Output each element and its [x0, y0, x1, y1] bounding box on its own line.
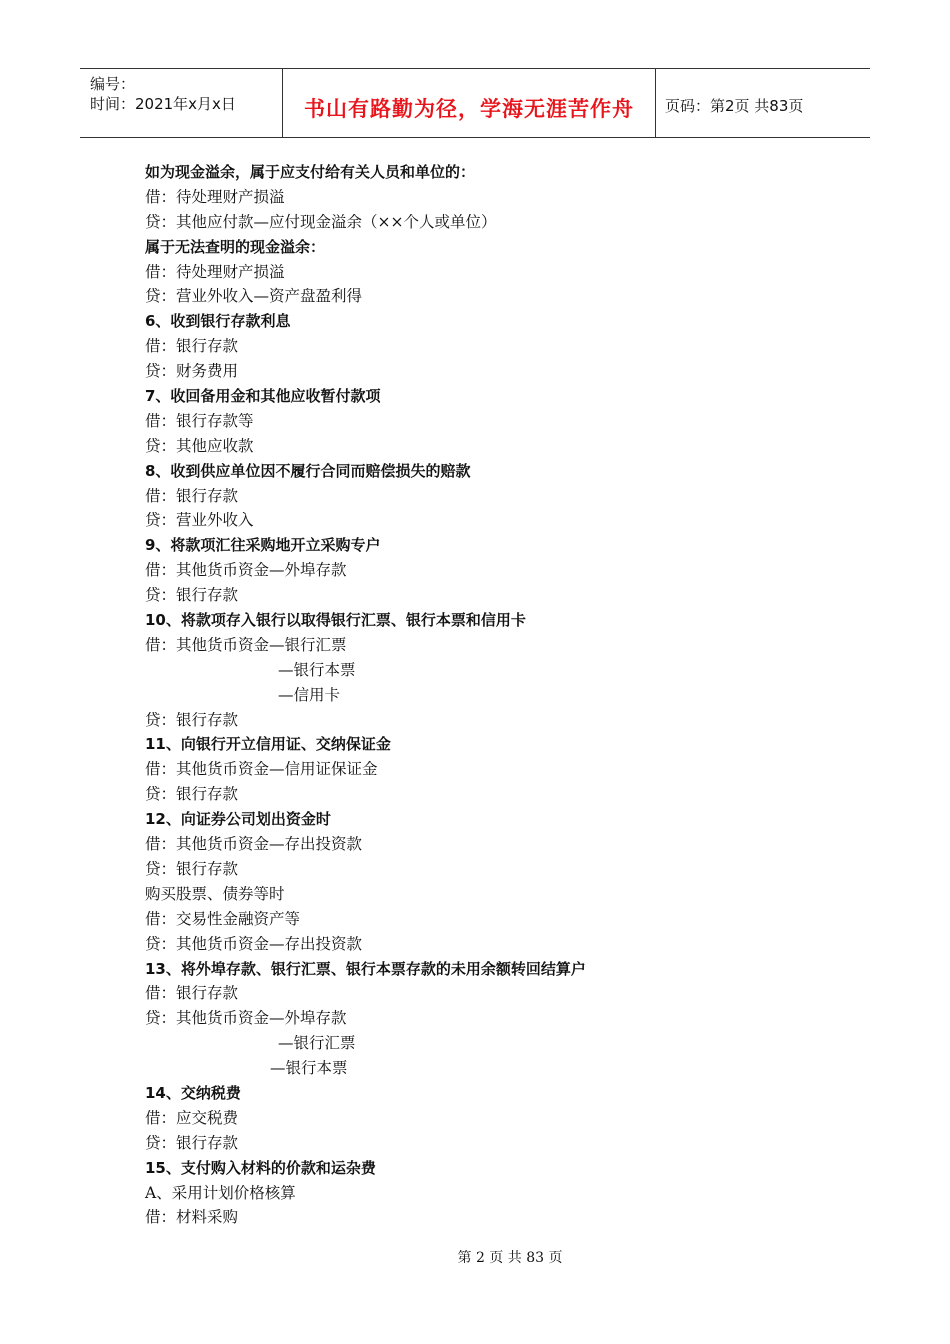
section-heading: 11、向银行开立信用证、交纳保证金	[145, 735, 391, 754]
header-page-cell	[655, 69, 870, 137]
entry-line: 贷：其他应收款	[145, 436, 254, 455]
page-header	[80, 68, 870, 138]
document-number-label: 编号：	[90, 75, 136, 93]
document-body	[145, 160, 845, 1230]
entry-line: 借：银行存款等	[145, 411, 254, 430]
entry-line: 购买股票、债券等时	[145, 884, 285, 903]
document-time-label: 时间：2021年x月x日	[90, 95, 236, 113]
header-motto: 书山有路勤为径，学海无涯苦作舟	[304, 97, 634, 121]
entry-line: 贷：其他货币资金—外埠存款	[145, 1009, 347, 1028]
entry-line: 借：银行存款	[145, 486, 239, 505]
entry-line: 贷：财务费用	[145, 362, 239, 381]
page-footer: 第 2 页 共 83 页	[457, 1250, 563, 1266]
entry-line: 借：待处理财产损溢	[145, 262, 285, 281]
entry-line: 借：其他货币资金—银行汇票	[145, 635, 347, 654]
section-heading: 8、收到供应单位因不履行合同而赔偿损失的赔款	[145, 461, 471, 480]
entry-line: 借：待处理财产损溢	[145, 187, 285, 206]
entry-line: 贷：银行存款	[145, 785, 239, 804]
entry-line: 借：材料采购	[145, 1208, 239, 1227]
section-heading: 13、将外埠存款、银行汇票、银行本票存款的未用余额转回结算户	[145, 959, 586, 978]
entry-line: —银行本票	[278, 660, 356, 679]
entry-line: A、采用计划价格核算	[145, 1183, 296, 1202]
entry-line: —银行汇票	[278, 1034, 356, 1053]
entry-line: 借：其他货币资金—外埠存款	[145, 561, 347, 580]
section-heading: 6、收到银行存款利息	[145, 312, 291, 331]
entry-line: —银行本票	[270, 1059, 348, 1078]
section-heading: 属于无法查明的现金溢余：	[145, 237, 326, 256]
entry-line: 贷：其他货币资金—存出投资款	[145, 934, 363, 953]
header-motto-cell	[282, 69, 656, 137]
entry-line: 借：银行存款	[145, 984, 239, 1003]
entry-line: 贷：银行存款	[145, 710, 239, 729]
section-heading: 7、收回备用金和其他应收暂付款项	[145, 387, 381, 406]
entry-line: 借：交易性金融资产等	[145, 909, 301, 928]
section-heading: 12、向证券公司划出资金时	[145, 810, 331, 829]
entry-line: 贷：银行存款	[145, 859, 239, 878]
entry-line: 借：应交税费	[145, 1108, 239, 1127]
entry-line: 借：其他货币资金—存出投资款	[145, 835, 363, 854]
entry-line: —信用卡	[278, 685, 341, 704]
section-heading: 15、支付购入材料的价款和运杂费	[145, 1158, 376, 1177]
entry-line: 贷：营业外收入	[145, 511, 254, 530]
entry-line: 贷：银行存款	[145, 1133, 239, 1152]
section-heading: 如为现金溢余，属于应支付给有关人员和单位的：	[145, 163, 476, 181]
entry-line: 借：银行存款	[145, 337, 239, 356]
entry-line: 贷：其他应付款—应付现金溢余（××个人或单位）	[145, 212, 497, 231]
header-page-info: 页码：第2页 共83页	[665, 97, 804, 115]
entry-line: 借：其他货币资金—信用证保证金	[145, 760, 378, 779]
section-heading: 14、交纳税费	[145, 1083, 241, 1102]
section-heading: 9、将款项汇往采购地开立采购专户	[145, 536, 381, 555]
header-meta-cell	[80, 69, 282, 137]
entry-line: 贷：营业外收入—资产盘盈利得	[145, 287, 363, 306]
entry-line: 贷：银行存款	[145, 586, 239, 605]
section-heading: 10、将款项存入银行以取得银行汇票、银行本票和信用卡	[145, 611, 526, 630]
